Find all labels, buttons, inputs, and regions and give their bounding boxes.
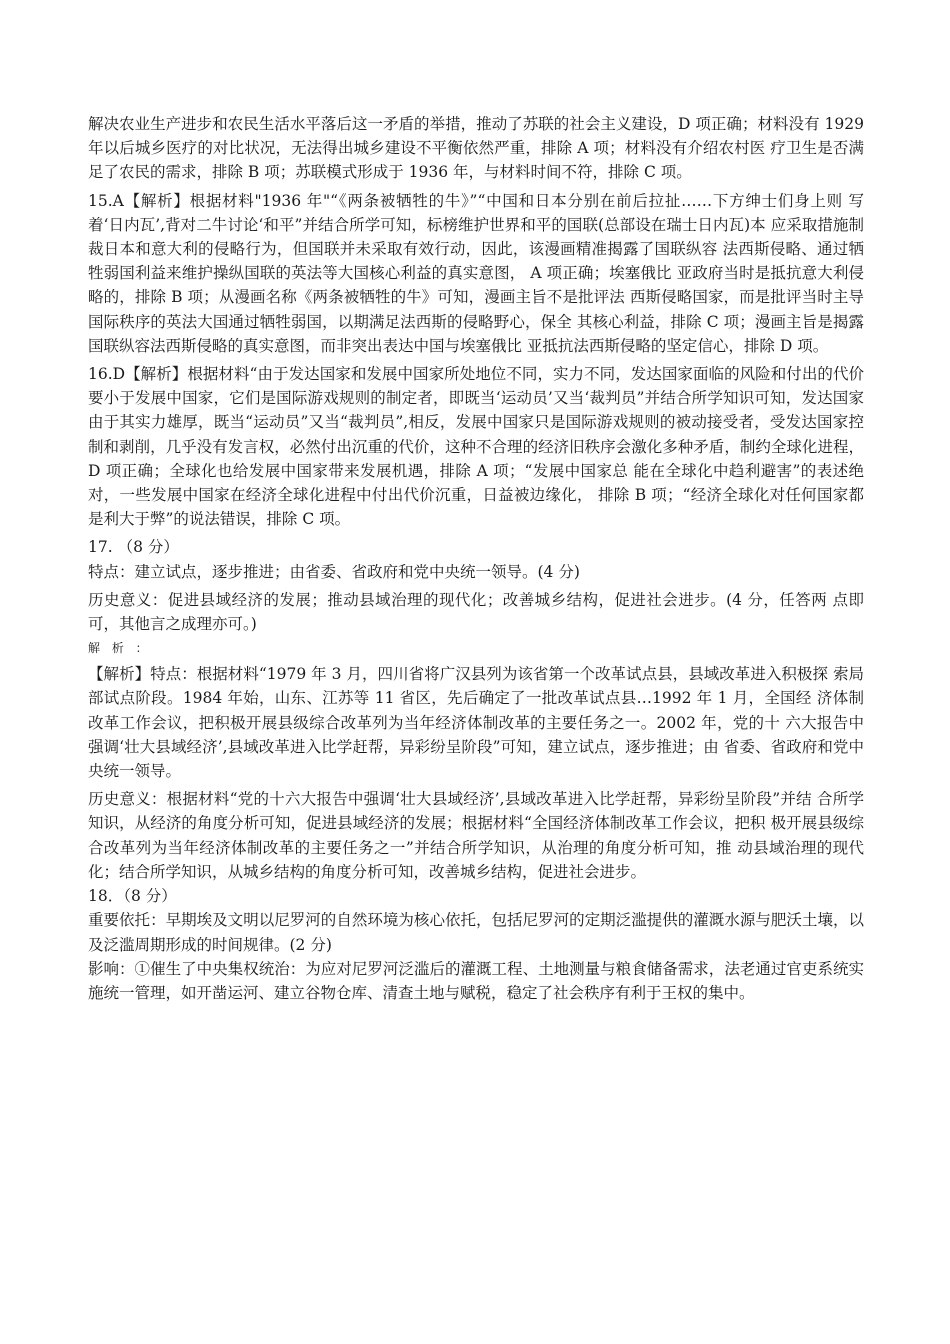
question-17-heading: 17. （8 分） — [88, 538, 179, 557]
question-18-heading: 18．（8 分） — [88, 887, 177, 906]
answer-15: 15.A【解析】根据材料"1936 年"“《两条被牺牲的牛》”“中国和日本分别在前后拉扯……下方绅士们身上则 写着‘日内瓦’,背对二牛讨论‘和平”并结合所学可知，标榜维护世界和平的国联(总部设在瑞士日内瓦)本 应采取措施制裁日本和意大利的侵略行为，但国联并未采取有效行动，因此，该漫画精准揭露了国联纵容 法西斯侵略、通过牺牲弱国利益来维护操纵国联的英法等大国核心利益的真实意图， A 项正确；埃塞俄比 亚政府当时是抵抗意大利侵略的，排除 B 项；从漫画名称《两条被牺牲的牛》可知，漫画主旨不是批评法 西斯侵略国家，而是批评当时主导国际秩序的英法大国通过牺牲弱国，以期满足法西斯的侵略野心，保全 其核心利益，排除 C 项；漫画主旨是揭露国联纵容法西斯侵略的真实意图，而非突出表达中国与埃塞俄比 亚抵抗法西斯侵略的坚定信心，排除 D 项。 — [88, 191, 864, 355]
answer-18-impact: 影响：①催生了中央集权统治：为应对尼罗河泛滥后的灌溉工程、土地测量与粮食储备需求，法老通过官吏系统实施统一管理，如开凿运河、建立谷物仓库、清查土地与赋税，稳定了社会秩序有利于王权的集中。 — [88, 959, 864, 1002]
analysis-label: 解 析 ： — [88, 641, 152, 656]
document-page — [88, 112, 869, 1005]
paragraph-14-tail: 解决农业生产进步和农民生活水平落后这一矛盾的举措，推动了苏联的社会主义建设，D 项正确；材料没有 1929 年以后城乡医疗的对比状况，无法得出城乡建设不平衡依然严重，排除 A 项；材料没有介绍农村医 疗卫生是否满足了农民的需求，排除 B 项；苏联模式形成于 1936 年，与材料时间不符，排除 C 项。 — [88, 115, 869, 182]
answer-18-basis: 重要依托：早期埃及文明以尼罗河的自然环境为核心依托，包括尼罗河的定期泛滥提供的灌溉水源与肥沃土壤，以及泛滥周期形成的时间规律。(2 分) — [88, 911, 864, 954]
answer-17-features: 特点：建立试点，逐步推进；由省委、省政府和党中央统一领导。(4 分) — [88, 562, 580, 581]
answer-16: 16.D【解析】根据材料“由于发达国家和发展中国家所处地位不同，实力不同，发达国家面临的风险和付出的代价要小于发展中国家，它们是国际游戏规则的制定者，即既当‘运动员’又当‘裁判员”并结合所学知识可知，发达国家由于其实力雄厚，既当“运动员”又当“裁判员”,相反，发展中国家只是国际游戏规则的被动接受者，受发达国家控制和剥削，几乎没有发言权，必然付出沉重的代价，这种不合理的经济旧秩序会激化多种矛盾，制约全球化进程，D 项正确；全球化也给发展中国家带来发展机遇，排除 A 项；“发展中国家总 能在全球化中趋利避害”的表述绝对，一些发展中国家在经济全球化进程中付出代价沉重，日益被边缘化， 排除 B 项；“经济全球化对任何国家都是利大于弊”的说法错误，排除 C 项。 — [88, 365, 864, 529]
analysis-17-significance: 历史意义：根据材料“党的十六大报告中强调‘壮大县域经济’,县域改革进入比学赶帮，异彩纷呈阶段”并结 合所学知识，从经济的角度分析可知，促进县域经济的发展；根据材料“全国经济体制改革工作会议，把积 极开展县级综合改革列为当年经济体制改革的主要任务之一”并结合所学知识，从治理的角度分析可知，推 动县域治理的现代化；结合所学知识，从城乡结构的角度分析可知，改善城乡结构，促进社会进步。 — [88, 790, 864, 881]
analysis-17-features: 【解析】特点：根据材料“1979 年 3 月，四川省将广汉县列为该省第一个改革试点县，县域改革进入积极探 索局部试点阶段。1984 年始，山东、江苏等 11 省区，先后确定了一批改革试点县…1992 年 1 月，全国经 济体制改革工作会议，把积极开展县级综合改革列为当年经济体制改革的主要任务之一。2002 年，党的十 六大报告中强调‘壮大县域经济’,县域改革进入比学赶帮，异彩纷呈阶段”可知，建立试点，逐步推进；由 省委、省政府和党中央统一领导。 — [88, 665, 864, 781]
answer-17-significance: 历史意义：促进县域经济的发展；推动县域治理的现代化；改善城乡结构，促进社会进步。(4 分，任答两 点即可，其他言之成理亦可。) — [88, 590, 864, 634]
